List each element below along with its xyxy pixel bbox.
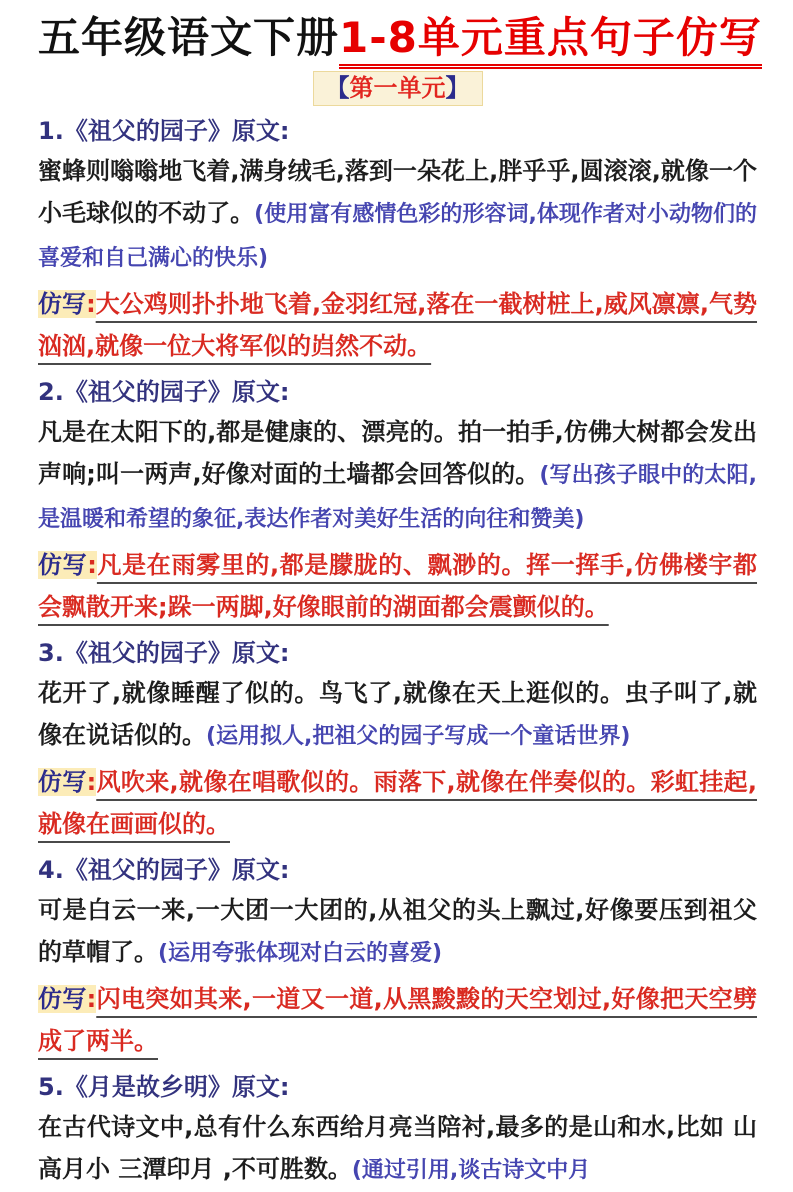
imitation-paragraph <box>38 978 757 1062</box>
imitation-label-highlight <box>38 551 97 579</box>
imitation-label: 仿写 <box>38 551 88 579</box>
page-title-topic: 1-8单元重点句子仿写 <box>339 13 762 69</box>
original-paragraph <box>38 150 757 280</box>
original-paragraph <box>38 889 757 975</box>
original-sentence: 在古代诗文中,总有什么东西给月亮当陪衬,最多的是山和水,比如 山高月小 三潭印月 ,不可胜数。 <box>38 1113 757 1183</box>
section-heading: 3.《祖父的园子》原文: <box>38 639 290 667</box>
imitation-label-highlight <box>38 985 96 1013</box>
imitation-colon: : <box>86 290 96 318</box>
imitation-label-highlight <box>38 290 96 318</box>
original-paragraph <box>38 1106 757 1192</box>
original-sentence: 凡是在太阳下的,都是健康的、漂亮的。拍一拍手,仿佛大树都会发出声响;叫一两声,好像对面的土墙都会回答似的。 <box>38 418 757 488</box>
original-sentence: 花开了,就像睡醒了似的。鸟飞了,就像在天上逛似的。虫子叫了,就像在说话似的。 <box>38 679 757 749</box>
page-title <box>38 12 762 64</box>
imitation-label-highlight <box>38 768 96 796</box>
section-heading: 2.《祖父的园子》原文: <box>38 378 290 406</box>
imitation-colon: : <box>87 551 97 579</box>
imitation-paragraph <box>38 761 757 845</box>
section-heading: 4.《祖父的园子》原文: <box>38 856 290 884</box>
imitation-sentence: 闪电突如其来,一道又一道,从黑黢黢的天空划过,好像把天空劈成了两半。 <box>38 985 757 1055</box>
original-paragraph <box>38 411 757 541</box>
page-title-book: 五年级语文下册 <box>38 13 340 62</box>
unit-badge <box>313 71 483 106</box>
unit-badge-bracket-left: 【 <box>325 74 350 102</box>
imitation-label: 仿写 <box>38 768 87 796</box>
original-paragraph <box>38 672 757 758</box>
imitation-paragraph <box>38 283 757 367</box>
annotation-text: (写出孩子眼中的太阳,是温暖和希望的象征,表达作者对美好生活的向往和赞美) <box>38 463 757 532</box>
imitation-sentence: 凡是在雨雾里的,都是朦胧的、飘渺的。挥一挥手,仿佛楼宇都会飘散开来;跺一两脚,好像眼前的湖面都会震颤似的。 <box>38 551 758 621</box>
unit-badge-label: 第一单元 <box>349 74 446 102</box>
imitation-label: 仿写 <box>38 290 87 318</box>
section-heading: 1.《祖父的园子》原文: <box>38 117 290 145</box>
imitation-colon: : <box>86 985 97 1013</box>
imitation-label: 仿写 <box>38 985 87 1013</box>
unit-badge-row <box>38 71 757 106</box>
annotation-text: (运用拟人,把祖父的园子写成一个童话世界) <box>206 724 631 749</box>
worksheet-section <box>38 375 757 628</box>
unit-badge-bracket-right: 】 <box>445 74 470 102</box>
annotation-text: (使用富有感情色彩的形容词,体现作者对小动物们的喜爱和自己满心的快乐) <box>38 202 758 271</box>
annotation-text: (通过引用,谈古诗文中月 <box>351 1158 591 1183</box>
section-heading: 5.《月是故乡明》原文: <box>38 1073 290 1101</box>
imitation-paragraph <box>38 544 757 628</box>
worksheet-section <box>38 636 757 845</box>
worksheet-section <box>38 114 757 367</box>
imitation-colon: : <box>86 768 97 796</box>
annotation-text: (运用夸张体现对白云的喜爱) <box>158 941 443 966</box>
worksheet-section <box>38 853 757 1062</box>
worksheet-section <box>38 1070 757 1192</box>
imitation-sentence: 大公鸡则扑扑地飞着,金羽红冠,落在一截树桩上,威风凛凛,气势汹汹,就像一位大将军似的岿然不动。 <box>38 290 758 360</box>
sections <box>38 114 757 1192</box>
imitation-sentence: 风吹来,就像在唱歌似的。雨落下,就像在伴奏似的。彩虹挂起,就像在画画似的。 <box>38 768 757 838</box>
original-sentence: 蜜蜂则嗡嗡地飞着,满身绒毛,落到一朵花上,胖乎乎,圆滚滚,就像一个小毛球似的不动了。 <box>38 157 757 227</box>
original-sentence: 可是白云一来,一大团一大团的,从祖父的头上飘过,好像要压到祖父的草帽了。 <box>38 896 757 966</box>
